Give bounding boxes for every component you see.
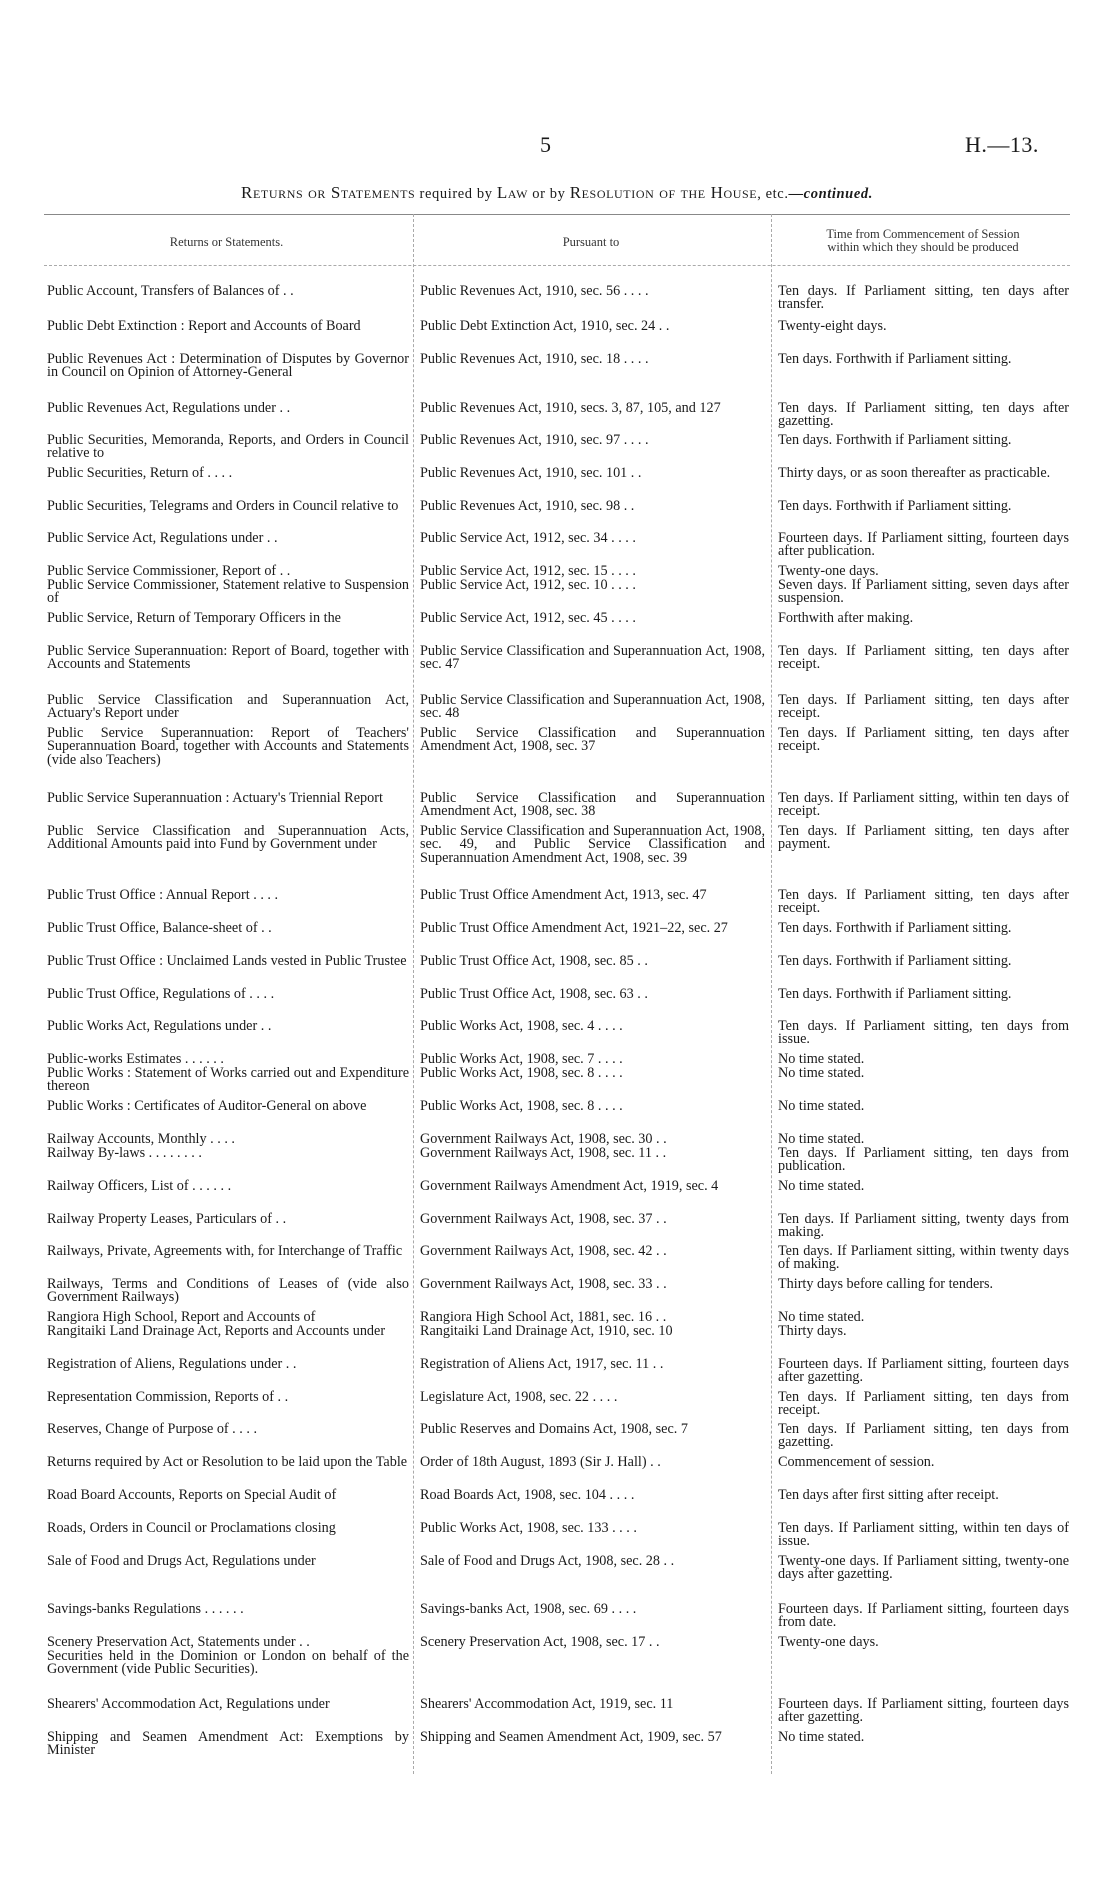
return-statement-cell: Railways, Terms and Conditions of Leases of (vide also Government Railways) [47, 1276, 409, 1306]
time-cell: Twenty-one days. If Parliament sitting, twenty-one days after gazetting. [778, 1553, 1069, 1583]
return-statement-cell: Public Works Act, Regulations under . . [47, 1018, 272, 1034]
pursuant-to-cell: Rangiora High School Act, 1881, sec. 16 . . [420, 1309, 667, 1325]
time-cell: Ten days. If Parliament sitting, ten days from gazetting. [778, 1421, 1069, 1451]
title-part: required by [415, 186, 497, 202]
pursuant-to-cell: Public Trust Office Act, 1908, sec. 85 . . [420, 953, 648, 969]
title-part: Law [496, 183, 529, 202]
pursuant-to-cell: Public Service Classification and Superannuation Amendment Act, 1908, sec. 37 [420, 725, 765, 755]
time-cell: Ten days. If Parliament sitting, ten days after receipt. [778, 887, 1069, 917]
time-cell: Ten days after first sitting after receipt. [778, 1487, 999, 1503]
pursuant-to-cell: Public Trust Office Act, 1908, sec. 63 . . [420, 986, 648, 1002]
time-cell: No time stated. [778, 1309, 865, 1325]
return-statement-cell: Registration of Aliens, Regulations under . . [47, 1356, 297, 1372]
time-cell: Ten days. If Parliament sitting, ten days from publication. [778, 1145, 1069, 1175]
pursuant-to-cell: Public Works Act, 1908, sec. 4 . . . . [420, 1018, 623, 1034]
return-statement-cell: Public Securities, Memoranda, Reports, and Orders in Council relative to [47, 432, 409, 462]
pursuant-to-cell: Public Debt Extinction Act, 1910, sec. 24 . . [420, 318, 670, 334]
pursuant-to-cell: Scenery Preservation Act, 1908, sec. 17 . . [420, 1634, 660, 1650]
pursuant-to-cell: Public Service Classification and Superannuation Act, 1908, sec. 49, and Public Service Classification and Superannuation Amendment Act, 1908, sec. 39 [420, 823, 765, 866]
pursuant-to-cell: Public Works Act, 1908, sec. 133 . . . . [420, 1520, 637, 1536]
return-statement-cell: Shearers' Accommodation Act, Regulations under [47, 1696, 330, 1712]
pursuant-to-cell: Public Reserves and Domains Act, 1908, sec. 7 [420, 1421, 688, 1437]
return-statement-cell: Railway Officers, List of . . . . . . [47, 1178, 232, 1194]
time-cell: No time stated. [778, 1051, 865, 1067]
return-statement-cell: Public Service Superannuation: Report of Board, together with Accounts and Statements [47, 643, 409, 673]
return-statement-cell: Public Trust Office : Annual Report . . . . [47, 887, 279, 903]
column-heading-3-line1: Time from Commencement of Session [826, 227, 1020, 241]
pursuant-to-cell: Shearers' Accommodation Act, 1919, sec. 11 [420, 1696, 674, 1712]
return-statement-cell: Public Service Commissioner, Statement relative to Suspension of [47, 577, 409, 607]
time-cell: No time stated. [778, 1065, 865, 1081]
return-statement-cell: Reserves, Change of Purpose of . . . . [47, 1421, 258, 1437]
column-heading-1: Returns or Statements. [169, 235, 284, 249]
time-cell: Ten days. If Parliament sitting, ten days after transfer. [778, 283, 1069, 313]
pursuant-to-cell: Government Railways Act, 1908, sec. 42 . . [420, 1243, 667, 1259]
pursuant-to-cell: Public Revenues Act, 1910, sec. 56 . . . . [420, 283, 649, 299]
pursuant-to-cell: Government Railways Act, 1908, sec. 30 . . [420, 1131, 667, 1147]
return-statement-cell: Public Trust Office, Balance-sheet of . . [47, 920, 272, 936]
time-cell: No time stated. [778, 1131, 865, 1147]
running-title [0, 183, 1114, 203]
return-statement-cell: Public Account, Transfers of Balances of . . [47, 283, 294, 299]
pursuant-to-cell: Public Service Classification and Superannuation Act, 1908, sec. 47 [420, 643, 765, 673]
time-cell: Thirty days before calling for tenders. [778, 1276, 994, 1292]
pursuant-to-cell: Public Service Act, 1912, sec. 10 . . . . [420, 577, 636, 593]
time-cell: No time stated. [778, 1729, 865, 1745]
time-cell: Ten days. Forthwith if Parliament sitting. [778, 986, 1012, 1002]
column-divider-1 [413, 214, 414, 1774]
time-cell: No time stated. [778, 1098, 865, 1114]
pursuant-to-cell: Government Railways Act, 1908, sec. 11 . . [420, 1145, 667, 1161]
time-cell: Ten days. If Parliament sitting, within ten days of issue. [778, 1520, 1069, 1550]
time-cell: Twenty-one days. [778, 563, 879, 579]
pursuant-to-cell: Public Revenues Act, 1910, sec. 18 . . . . [420, 351, 649, 367]
return-statement-cell: Public Works : Certificates of Auditor-General on above [47, 1098, 367, 1114]
time-cell: Seven days. If Parliament sitting, seven days after suspension. [778, 577, 1069, 607]
header-bottom-rule [44, 265, 1070, 266]
page-number: 5 [540, 132, 551, 157]
pursuant-to-cell: Public Revenues Act, 1910, sec. 101 . . [420, 465, 642, 481]
return-statement-cell: Representation Commission, Reports of . . [47, 1389, 289, 1405]
pursuant-to-cell: Rangitaiki Land Drainage Act, 1910, sec. 10 [420, 1323, 673, 1339]
return-statement-cell: Public Service Classification and Superannuation Act, Actuary's Report under [47, 692, 409, 722]
return-statement-cell: Railways, Private, Agreements with, for Interchange of Traffic [47, 1243, 403, 1259]
time-cell: Ten days. If Parliament sitting, ten days after receipt. [778, 643, 1069, 673]
return-statement-cell: Public Debt Extinction : Report and Accounts of Board [47, 318, 361, 334]
time-cell: Ten days. Forthwith if Parliament sitting. [778, 920, 1012, 936]
pursuant-to-cell: Sale of Food and Drugs Act, 1908, sec. 28 . . [420, 1553, 675, 1569]
time-cell: Fourteen days. If Parliament sitting, fourteen days after gazetting. [778, 1696, 1069, 1726]
return-statement-cell: Savings-banks Regulations . . . . . . [47, 1601, 244, 1617]
table-top-rule [44, 214, 1070, 215]
title-part: or by [528, 186, 570, 202]
return-statement-cell: Public-works Estimates . . . . . . [47, 1051, 224, 1067]
return-statement-cell: Sale of Food and Drugs Act, Regulations under [47, 1553, 316, 1569]
time-cell: Ten days. If Parliament sitting, twenty days from making. [778, 1211, 1069, 1241]
title-part: , etc. [757, 186, 789, 202]
return-statement-cell: Railway By-laws . . . . . . . . [47, 1145, 202, 1161]
time-cell: Fourteen days. If Parliament sitting, fourteen days from date. [778, 1601, 1069, 1631]
title-part: —continued. [788, 186, 873, 202]
time-cell: Forthwith after making. [778, 610, 914, 626]
pursuant-to-cell: Public Service Act, 1912, sec. 34 . . . . [420, 530, 636, 546]
pursuant-to-cell: Public Service Classification and Superannuation Act, 1908, sec. 48 [420, 692, 765, 722]
return-statement-cell: Roads, Orders in Council or Proclamations closing [47, 1520, 336, 1536]
return-statement-cell: Railway Accounts, Monthly . . . . [47, 1131, 235, 1147]
return-statement-cell: Public Service Superannuation: Report of Teachers' Superannuation Board, together with Accounts and Statements (vide also Teachers) [47, 725, 409, 768]
return-statement-cell: Public Service Commissioner, Report of . . [47, 563, 291, 579]
pursuant-to-cell: Savings-banks Act, 1908, sec. 69 . . . . [420, 1601, 637, 1617]
time-cell: Thirty days, or as soon thereafter as practicable. [778, 465, 1051, 481]
pursuant-to-cell: Registration of Aliens Act, 1917, sec. 11 . . [420, 1356, 664, 1372]
time-cell: Twenty-one days. [778, 1634, 879, 1650]
return-statement-cell: Shipping and Seamen Amendment Act: Exemptions by Minister [47, 1729, 409, 1759]
return-statement-cell: Public Works : Statement of Works carried out and Expenditure thereon [47, 1065, 409, 1095]
return-statement-cell: Road Board Accounts, Reports on Special Audit of [47, 1487, 337, 1503]
pursuant-to-cell: Public Trust Office Amendment Act, 1913, sec. 47 [420, 887, 707, 903]
time-cell: No time stated. [778, 1178, 865, 1194]
return-statement-cell: Rangiora High School, Report and Accounts of [47, 1309, 316, 1325]
time-cell: Ten days. If Parliament sitting, ten days from receipt. [778, 1389, 1069, 1419]
pursuant-to-cell: Public Service Act, 1912, sec. 15 . . . . [420, 563, 636, 579]
return-statement-cell: Public Securities, Telegrams and Orders in Council relative to [47, 498, 399, 514]
return-statement-cell: Public Revenues Act, Regulations under . . [47, 400, 291, 416]
time-cell: Ten days. If Parliament sitting, ten days after receipt. [778, 725, 1069, 755]
pursuant-to-cell: Government Railways Amendment Act, 1919, sec. 4 [420, 1178, 719, 1194]
return-statement-cell: Public Service Classification and Superannuation Acts, Additional Amounts paid into Fund by Government under [47, 823, 409, 853]
time-cell: Ten days. Forthwith if Parliament sitting. [778, 432, 1012, 448]
time-cell: Ten days. If Parliament sitting, within ten days of receipt. [778, 790, 1069, 820]
pursuant-to-cell: Shipping and Seamen Amendment Act, 1909, sec. 57 [420, 1729, 722, 1745]
pursuant-to-cell: Road Boards Act, 1908, sec. 104 . . . . [420, 1487, 635, 1503]
pursuant-to-cell: Public Works Act, 1908, sec. 7 . . . . [420, 1051, 623, 1067]
time-cell: Ten days. Forthwith if Parliament sitting. [778, 498, 1012, 514]
time-cell: Twenty-eight days. [778, 318, 887, 334]
time-cell: Ten days. If Parliament sitting, within twenty days of making. [778, 1243, 1069, 1273]
column-divider-2 [771, 214, 772, 1774]
return-statement-cell: Rangitaiki Land Drainage Act, Reports and Accounts under [47, 1323, 386, 1339]
pursuant-to-cell: Public Revenues Act, 1910, secs. 3, 87, 105, and 127 [420, 400, 721, 416]
return-statement-cell: Public Trust Office, Regulations of . . . . [47, 986, 275, 1002]
column-heading-2: Pursuant to [562, 235, 620, 249]
time-cell: Ten days. If Parliament sitting, ten days after receipt. [778, 692, 1069, 722]
pursuant-to-cell: Public Trust Office Amendment Act, 1921–22, sec. 27 [420, 920, 728, 936]
pursuant-to-cell: Public Revenues Act, 1910, sec. 97 . . . . [420, 432, 649, 448]
time-cell: Ten days. Forthwith if Parliament sitting. [778, 953, 1012, 969]
time-cell: Ten days. If Parliament sitting, ten days after payment. [778, 823, 1069, 853]
time-cell: Thirty days. [778, 1323, 847, 1339]
pursuant-to-cell: Public Works Act, 1908, sec. 8 . . . . [420, 1065, 623, 1081]
time-cell: Ten days. If Parliament sitting, ten days from issue. [778, 1018, 1069, 1048]
pursuant-to-cell: Public Revenues Act, 1910, sec. 98 . . [420, 498, 635, 514]
return-statement-cell: Public Service Act, Regulations under . . [47, 530, 278, 546]
document-reference: H.—13. [965, 132, 1039, 157]
time-cell: Fourteen days. If Parliament sitting, fourteen days after publication. [778, 530, 1069, 560]
column-heading-3-line2: within which they should be produced [827, 240, 1019, 254]
pursuant-to-cell: Public Service Act, 1912, sec. 45 . . . . [420, 610, 636, 626]
pursuant-to-cell: Public Service Classification and Superannuation Amendment Act, 1908, sec. 38 [420, 790, 765, 820]
return-statement-cell: Public Service, Return of Temporary Officers in the [47, 610, 341, 626]
title-part: Returns or Statements [241, 183, 416, 202]
pursuant-to-cell: Government Railways Act, 1908, sec. 33 . . [420, 1276, 667, 1292]
column-heading-3 [773, 228, 1073, 254]
time-cell: Ten days. If Parliament sitting, ten days after gazetting. [778, 400, 1069, 430]
time-cell: Fourteen days. If Parliament sitting, fourteen days after gazetting. [778, 1356, 1069, 1386]
pursuant-to-cell: Legislature Act, 1908, sec. 22 . . . . [420, 1389, 618, 1405]
return-statement-cell: Securities held in the Dominion or London on behalf of the Government (vide Public Securities). [47, 1648, 409, 1678]
title-part: Resolution of the House [569, 183, 758, 202]
pursuant-to-cell: Order of 18th August, 1893 (Sir J. Hall) . . [420, 1454, 661, 1470]
return-statement-cell: Public Service Superannuation : Actuary's Triennial Report [47, 790, 383, 806]
return-statement-cell: Returns required by Act or Resolution to be laid upon the Table [47, 1454, 408, 1470]
return-statement-cell: Public Trust Office : Unclaimed Lands vested in Public Trustee [47, 953, 407, 969]
pursuant-to-cell: Public Works Act, 1908, sec. 8 . . . . [420, 1098, 623, 1114]
return-statement-cell: Public Securities, Return of . . . . [47, 465, 233, 481]
time-cell: Ten days. Forthwith if Parliament sitting. [778, 351, 1012, 367]
return-statement-cell: Railway Property Leases, Particulars of . . [47, 1211, 287, 1227]
return-statement-cell: Scenery Preservation Act, Statements under . . [47, 1634, 310, 1650]
pursuant-to-cell: Government Railways Act, 1908, sec. 37 . . [420, 1211, 667, 1227]
time-cell: Commencement of session. [778, 1454, 935, 1470]
return-statement-cell: Public Revenues Act : Determination of Disputes by Governor in Council on Opinion of Attorney-General [47, 351, 409, 381]
